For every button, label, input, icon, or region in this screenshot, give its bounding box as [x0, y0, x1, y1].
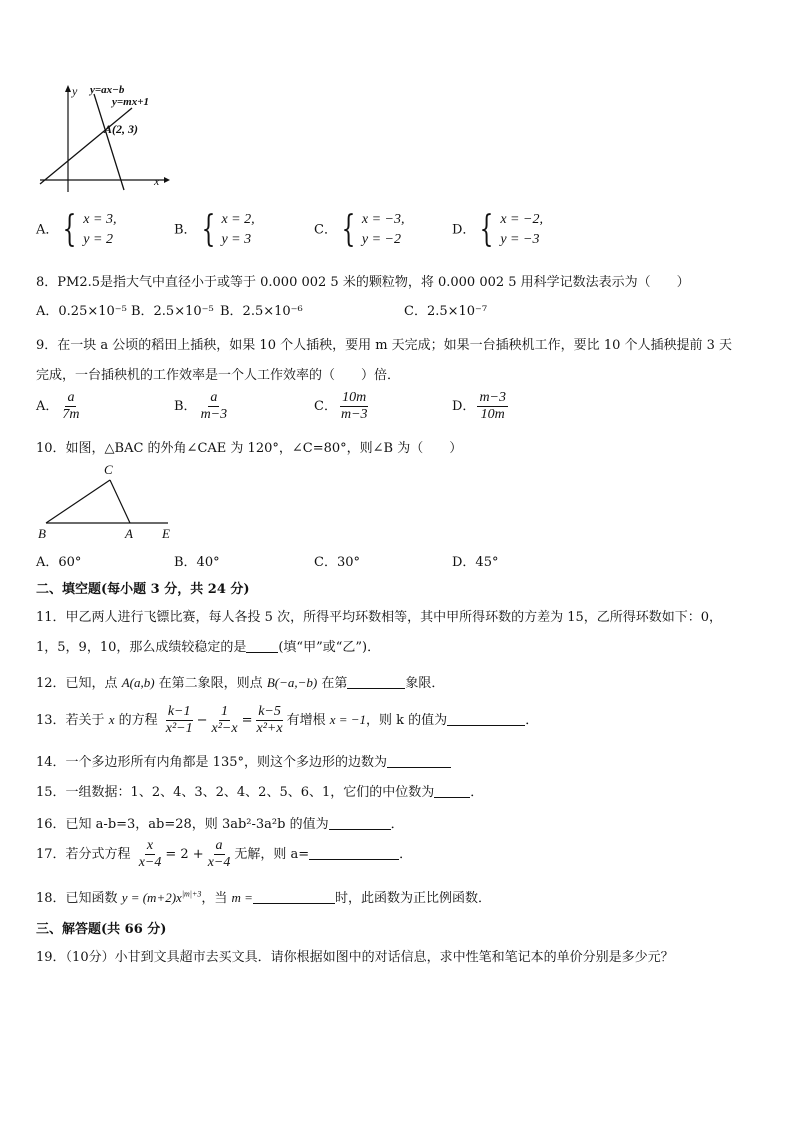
- q16-text: 16．已知 a-b=3，ab=28，则 3ab²-3a²b 的值为 ．: [36, 817, 404, 832]
- q8-option-a: A．0.25×10⁻⁵ B．2.5×10⁻⁵: [36, 304, 214, 319]
- q8-option-b: B．2.5×10⁻⁶: [220, 304, 303, 319]
- q12-text: 12．已知，点 A(a,b) 在第二象限，则点 B(−a,−b) 在第 象限．: [36, 675, 445, 691]
- q14-text: 14．一个多边形所有内角都是 135°，则这个多边形的边数为: [36, 751, 451, 770]
- graph-point-label: A(2, 3): [104, 122, 138, 136]
- q7-graph: [36, 84, 172, 194]
- q17-text: 17．若分式方程 $\frac{x}{x-4}$ = 2 + $\frac{a}{x-4}$ 无解，则 a= ．: [36, 838, 413, 870]
- q7-option-d: D． { x = −2, y = −3: [452, 209, 543, 250]
- q10-option-c: C．30°: [314, 555, 360, 570]
- q13-text: 13．若关于 x 的方程 $\frac{k-1}{\text{x²−1}}$ − $\frac{1}{\text{x²−x}}$ = $\frac{k-5}{\text{x²+x}}$ 有增根 x = −1，则 k 的值为 ．: [36, 704, 539, 736]
- graph-line1-label: y=ax−b: [90, 84, 125, 96]
- q9-line2: 完成，一台插秧机的工作效率是一个人工作效率的（ ）倍．: [36, 368, 401, 383]
- q10-option-a: A．60°: [36, 555, 82, 570]
- section3-heading: 三、解答题(共 66 分): [36, 922, 167, 937]
- q7-option-b: B． { x = 2, y = 3: [174, 209, 255, 250]
- q10-label-a: A: [125, 526, 133, 541]
- q10-triangle-figure: [38, 470, 178, 530]
- q7-option-c: C． { x = −3, y = −2: [314, 209, 405, 250]
- q9-line1: 9．在一块 a 公顷的稻田上插秧，如果 10 个人插秧，要用 m 天完成；如果一台插秧机工作，要比 10 个人插秧提前 3 天: [36, 338, 733, 353]
- graph-line2-label: y=mx+1: [112, 96, 149, 108]
- q19-text: 19．（10分）小甘到文具超市去买文具．请你根据如图中的对话信息，求中性笔和笔记本的单价分别是多少元？: [36, 950, 674, 965]
- q10-text: 10．如图，△BAC 的外角∠CAE 为 120°，∠C=80°，则∠B 为（ ）: [36, 441, 463, 456]
- q9-option-b: B． $\frac{a}{m-3}$: [174, 390, 228, 422]
- q9-option-c: C． $\frac{10m}{m-3}$: [314, 390, 368, 422]
- q11-line2: 1，5，9，10，那么成绩较稳定的是 (填“甲”或“乙”)．: [36, 640, 381, 655]
- q10-label-c: C: [104, 462, 113, 477]
- graph-y-label: y: [72, 84, 78, 98]
- q10-label-b: B: [38, 526, 46, 541]
- q9-option-d: D． $\frac{m-3}{10m}$: [452, 390, 506, 422]
- q10-option-b: B．40°: [174, 555, 220, 570]
- q9-option-a: A． $\frac{a}{7m}$: [36, 390, 80, 422]
- q8-text: 8．PM2.5是指大气中直径小于或等于 0.000 002 5 米的颗粒物，将 0.000 002 5 用科学记数法表示为（ ）: [36, 275, 690, 290]
- q15-text: 15．一组数据：1、2、4、3、2、4、2、5、6、1，它们的中位数为 ．: [36, 785, 484, 800]
- q7-option-a: A． { x = 3, y = 2: [36, 209, 117, 250]
- q11-line1: 11．甲乙两人进行飞镖比赛，每人各投 5 次，所得平均环数相等，其中甲所得环数的方差为 15，乙所得环数如下：0，: [36, 610, 723, 625]
- graph-x-label: x: [154, 174, 160, 188]
- q18-text: 18．已知函数 $y = (m+2)x^{|m|+3}$，当 m = 时，此函数为正比例函数．: [36, 889, 491, 906]
- q8-option-c: C．2.5×10⁻⁷: [404, 304, 488, 319]
- q10-label-e: E: [162, 526, 170, 541]
- q10-option-d: D．45°: [452, 555, 499, 570]
- section2-heading: 二、填空题(每小题 3 分，共 24 分): [36, 582, 250, 597]
